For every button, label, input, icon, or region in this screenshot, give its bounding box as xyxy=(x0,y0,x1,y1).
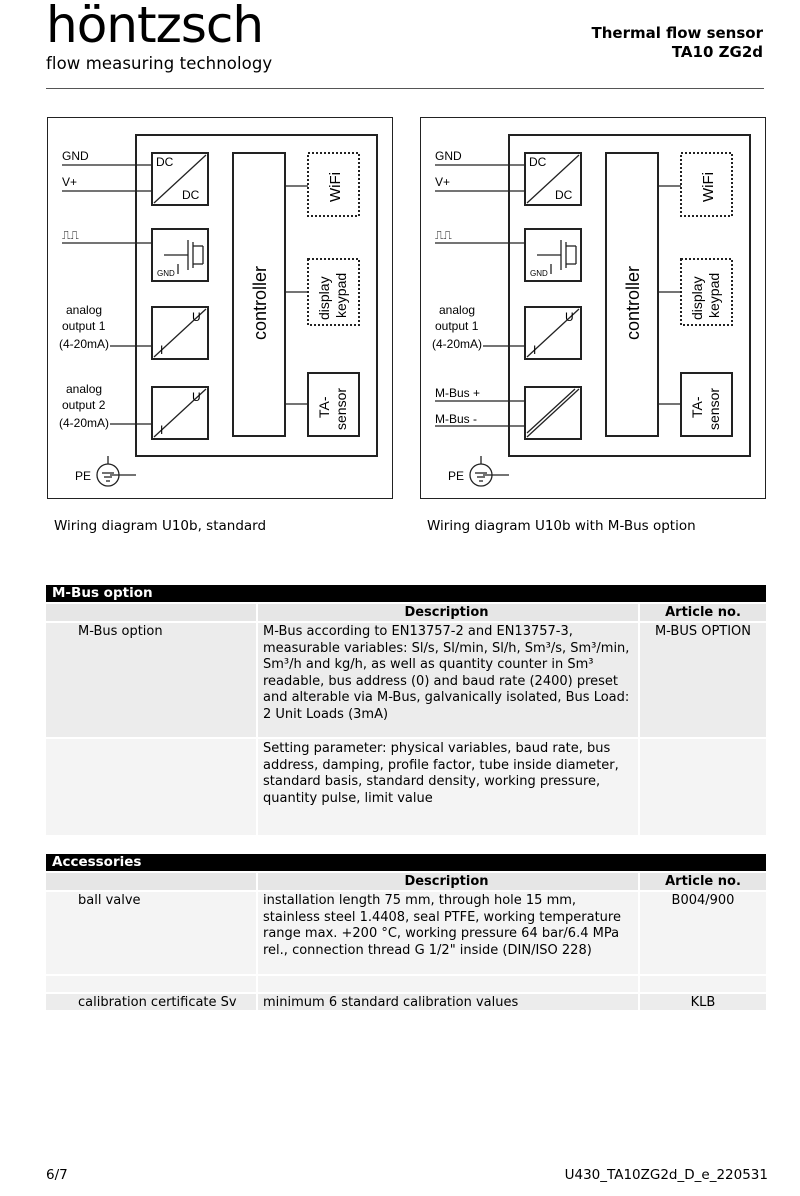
accessories-table xyxy=(46,854,766,1010)
row-description: minimum 6 standard calibration values xyxy=(258,994,638,1010)
caption-standard: Wiring diagram U10b, standard xyxy=(54,518,267,534)
wifi-label: WiFi xyxy=(327,172,344,202)
table-row xyxy=(46,623,766,737)
mbus-minus-label: M-Bus - xyxy=(435,412,477,426)
wiring-diagram-mbus-svg xyxy=(421,118,767,500)
spacer-cell xyxy=(640,976,766,992)
analog1-line3: (4-20mA) xyxy=(59,337,110,351)
analog2-line2: output 2 xyxy=(62,398,106,412)
analog2-line1: analog xyxy=(66,382,103,396)
i-label-1: I xyxy=(160,343,164,357)
display-label-2: keypad xyxy=(333,272,349,318)
header-name-cell xyxy=(46,873,256,890)
analog1-line1: analog xyxy=(66,303,103,317)
row-description: M-Bus according to EN13757-2 and EN13757-3, measurable variables: Sl/s, Sl/min, Sl/h, Sm³/s, Sm³/min, Sm³/h and kg/h, as well as quantity counter in Sm³ readable, bus address (0) and baud rate (2400) preset and alterable via M-Bus, galvanically isolated, Bus Load: 2 Unit Loads (3mA) xyxy=(258,623,638,737)
gnd-label: GND xyxy=(62,149,89,163)
controller-label: controller xyxy=(623,265,643,340)
row-name: calibration certificate Sv xyxy=(46,994,256,1010)
spacer-cell xyxy=(46,976,256,992)
table-row xyxy=(46,739,766,835)
pe-label: PE xyxy=(448,469,465,483)
dc-top-label: DC xyxy=(156,155,174,169)
product-title xyxy=(591,24,763,62)
ta-label-2: sensor xyxy=(706,387,722,430)
product-line-1: Thermal flow sensor xyxy=(591,24,763,42)
gnd-small-label: GND xyxy=(157,269,175,278)
gnd-label: GND xyxy=(435,149,462,163)
ta-label-1: TA- xyxy=(316,396,332,418)
header-name-cell xyxy=(46,604,256,621)
row-name: ball valve xyxy=(46,892,256,974)
spacer-cell xyxy=(258,976,638,992)
i-label-2: I xyxy=(160,423,164,437)
row-name xyxy=(46,739,256,835)
row-description: installation length 75 mm, through hole 15 mm, stainless steel 1.4408, seal PTFE, working temperature range max. +200 °C, working pressure 64 bar/6.4 MPa rel., connection thread G 1/2" inside (DIN/ISO 228) xyxy=(258,892,638,974)
dc-bottom-label: DC xyxy=(555,188,573,202)
header-article: Article no. xyxy=(640,604,766,621)
analog1-line1: analog xyxy=(439,303,476,317)
dc-top-label: DC xyxy=(529,155,547,169)
wiring-diagram-mbus xyxy=(420,117,766,499)
u-label-2: U xyxy=(192,390,201,404)
document-id: U430_TA10ZG2d_D_e_220531 xyxy=(564,1167,768,1183)
gnd-small-label: GND xyxy=(530,269,548,278)
pulse-symbol: ⎍⎍ xyxy=(62,228,79,242)
vplus-label: V+ xyxy=(435,175,451,189)
mbus-plus-label: M-Bus + xyxy=(435,386,481,400)
caption-mbus: Wiring diagram U10b with M-Bus option xyxy=(427,518,696,534)
wiring-diagram-standard xyxy=(47,117,393,499)
header-description: Description xyxy=(258,604,638,621)
ta-label-1: TA- xyxy=(689,396,705,418)
u-label-1: U xyxy=(192,310,201,324)
brand-logo xyxy=(46,0,272,73)
wiring-diagram-standard-svg xyxy=(48,118,394,500)
i-label-1: I xyxy=(533,343,537,357)
table-row-spacer xyxy=(46,976,766,992)
table-row xyxy=(46,994,766,1010)
brand-tagline: flow measuring technology xyxy=(46,54,273,73)
analog2-line3: (4-20mA) xyxy=(59,416,110,430)
row-article xyxy=(640,739,766,835)
analog1-line2: output 1 xyxy=(435,319,479,333)
vplus-label: V+ xyxy=(62,175,78,189)
table-row xyxy=(46,892,766,974)
accessories-section-title: Accessories xyxy=(46,854,766,871)
analog1-line3: (4-20mA) xyxy=(432,337,483,351)
mbus-section-title: M-Bus option xyxy=(46,585,766,602)
header-divider xyxy=(46,88,764,89)
mbus-table-header xyxy=(46,604,766,621)
brand-name: höntzsch xyxy=(46,0,264,54)
page-number: 6/7 xyxy=(46,1167,68,1183)
row-article: KLB xyxy=(640,994,766,1010)
product-line-2: TA10 ZG2d xyxy=(671,43,763,61)
analog1-line2: output 1 xyxy=(62,319,106,333)
header-description: Description xyxy=(258,873,638,890)
dc-bottom-label: DC xyxy=(182,188,200,202)
wifi-label: WiFi xyxy=(700,172,717,202)
pulse-symbol: ⎍⎍ xyxy=(435,228,452,242)
row-article: B004/900 xyxy=(640,892,766,974)
display-label-2: keypad xyxy=(706,272,722,318)
u-label-1: U xyxy=(565,310,574,324)
row-article: M-BUS OPTION xyxy=(640,623,766,737)
display-label-1: display xyxy=(689,276,705,320)
header-article: Article no. xyxy=(640,873,766,890)
mbus-option-table xyxy=(46,585,766,835)
ta-label-2: sensor xyxy=(333,387,349,430)
accessories-table-header xyxy=(46,873,766,890)
row-description: Setting parameter: physical variables, baud rate, bus address, damping, profile factor, tube inside diameter, standard basis, standard density, working pressure, quantity pulse, limit value xyxy=(258,739,638,835)
display-label-1: display xyxy=(316,276,332,320)
controller-label: controller xyxy=(250,265,270,340)
pe-label: PE xyxy=(75,469,92,483)
row-name: M-Bus option xyxy=(46,623,256,737)
